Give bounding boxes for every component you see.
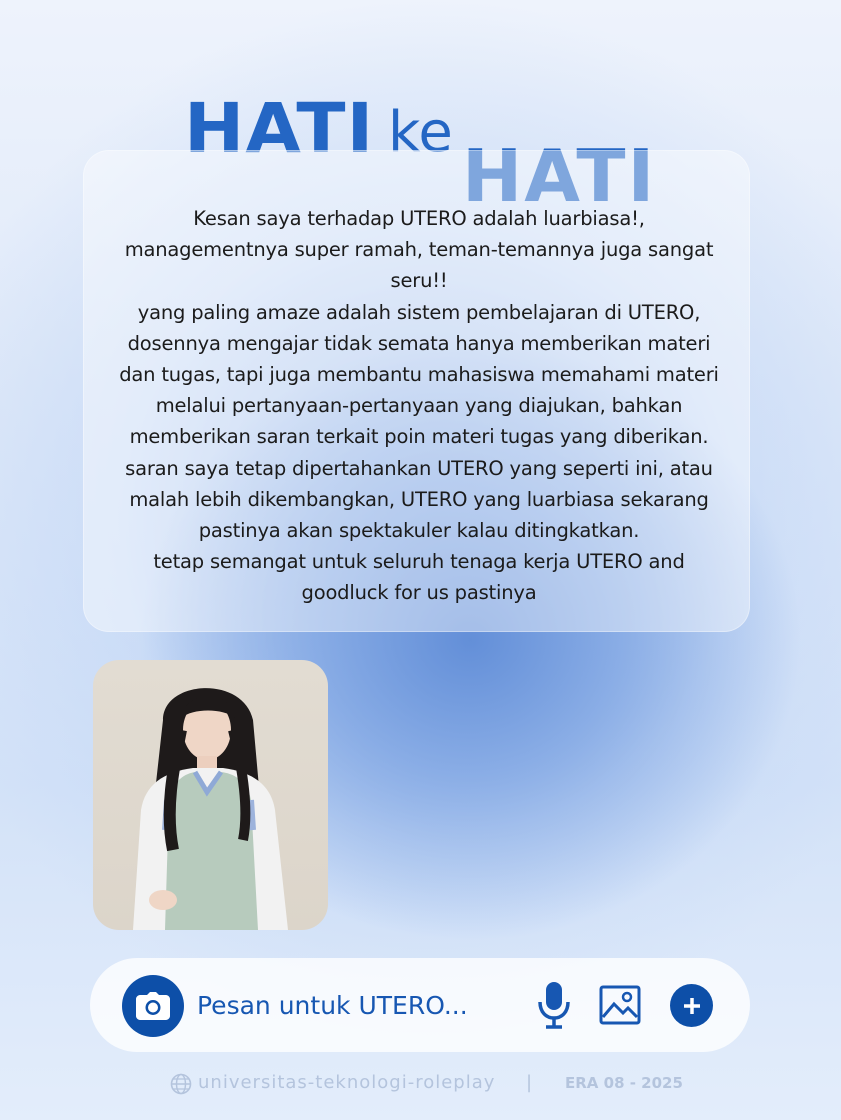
image-button[interactable] [599, 985, 641, 1025]
title-word-hati-1: HATI [184, 88, 375, 168]
image-icon [599, 985, 641, 1025]
footer-separator: | [526, 1072, 533, 1093]
footer-site: universitas-teknologi-roleplay [198, 1072, 496, 1093]
profile-photo [93, 660, 328, 930]
microphone-icon [536, 980, 572, 1030]
title-word-ke: ke [388, 100, 453, 165]
camera-icon [136, 992, 170, 1020]
plus-icon [682, 996, 702, 1016]
add-button[interactable] [670, 984, 713, 1027]
message-input[interactable] [197, 983, 517, 1027]
camera-button[interactable] [122, 975, 184, 1037]
message-bar [90, 958, 750, 1052]
globe-icon [170, 1073, 192, 1095]
footer [0, 1072, 841, 1098]
footer-era: ERA 08 - 2025 [565, 1074, 683, 1092]
microphone-button[interactable] [536, 980, 572, 1030]
title-word-hati-2: HATI [462, 134, 657, 218]
message-card-text: Kesan saya terhadap UTERO adalah luarbiasa!, managementnya super ramah, teman-temannya juga sangat seru!! yang paling amaze adalah sistem pembelajaran di UTERO, dosennya mengajar tidak semata hanya memberikan materi dan tugas, tapi juga membantu mahasiswa memahami materi melalui pertanyaan-pertanyaan yang diajukan, bahkan memberikan saran terkait poin materi tugas yang diberikan. saran saya tetap dipertahankan UTERO yang seperti ini, atau malah lebih dikembangkan, UTERO yang luarbiasa sekarang pastinya akan spektakuler kalau ditingkatkan. tetap semangat untuk seluruh tenaga kerja UTERO and goodluck for us pastinya [119, 207, 719, 605]
